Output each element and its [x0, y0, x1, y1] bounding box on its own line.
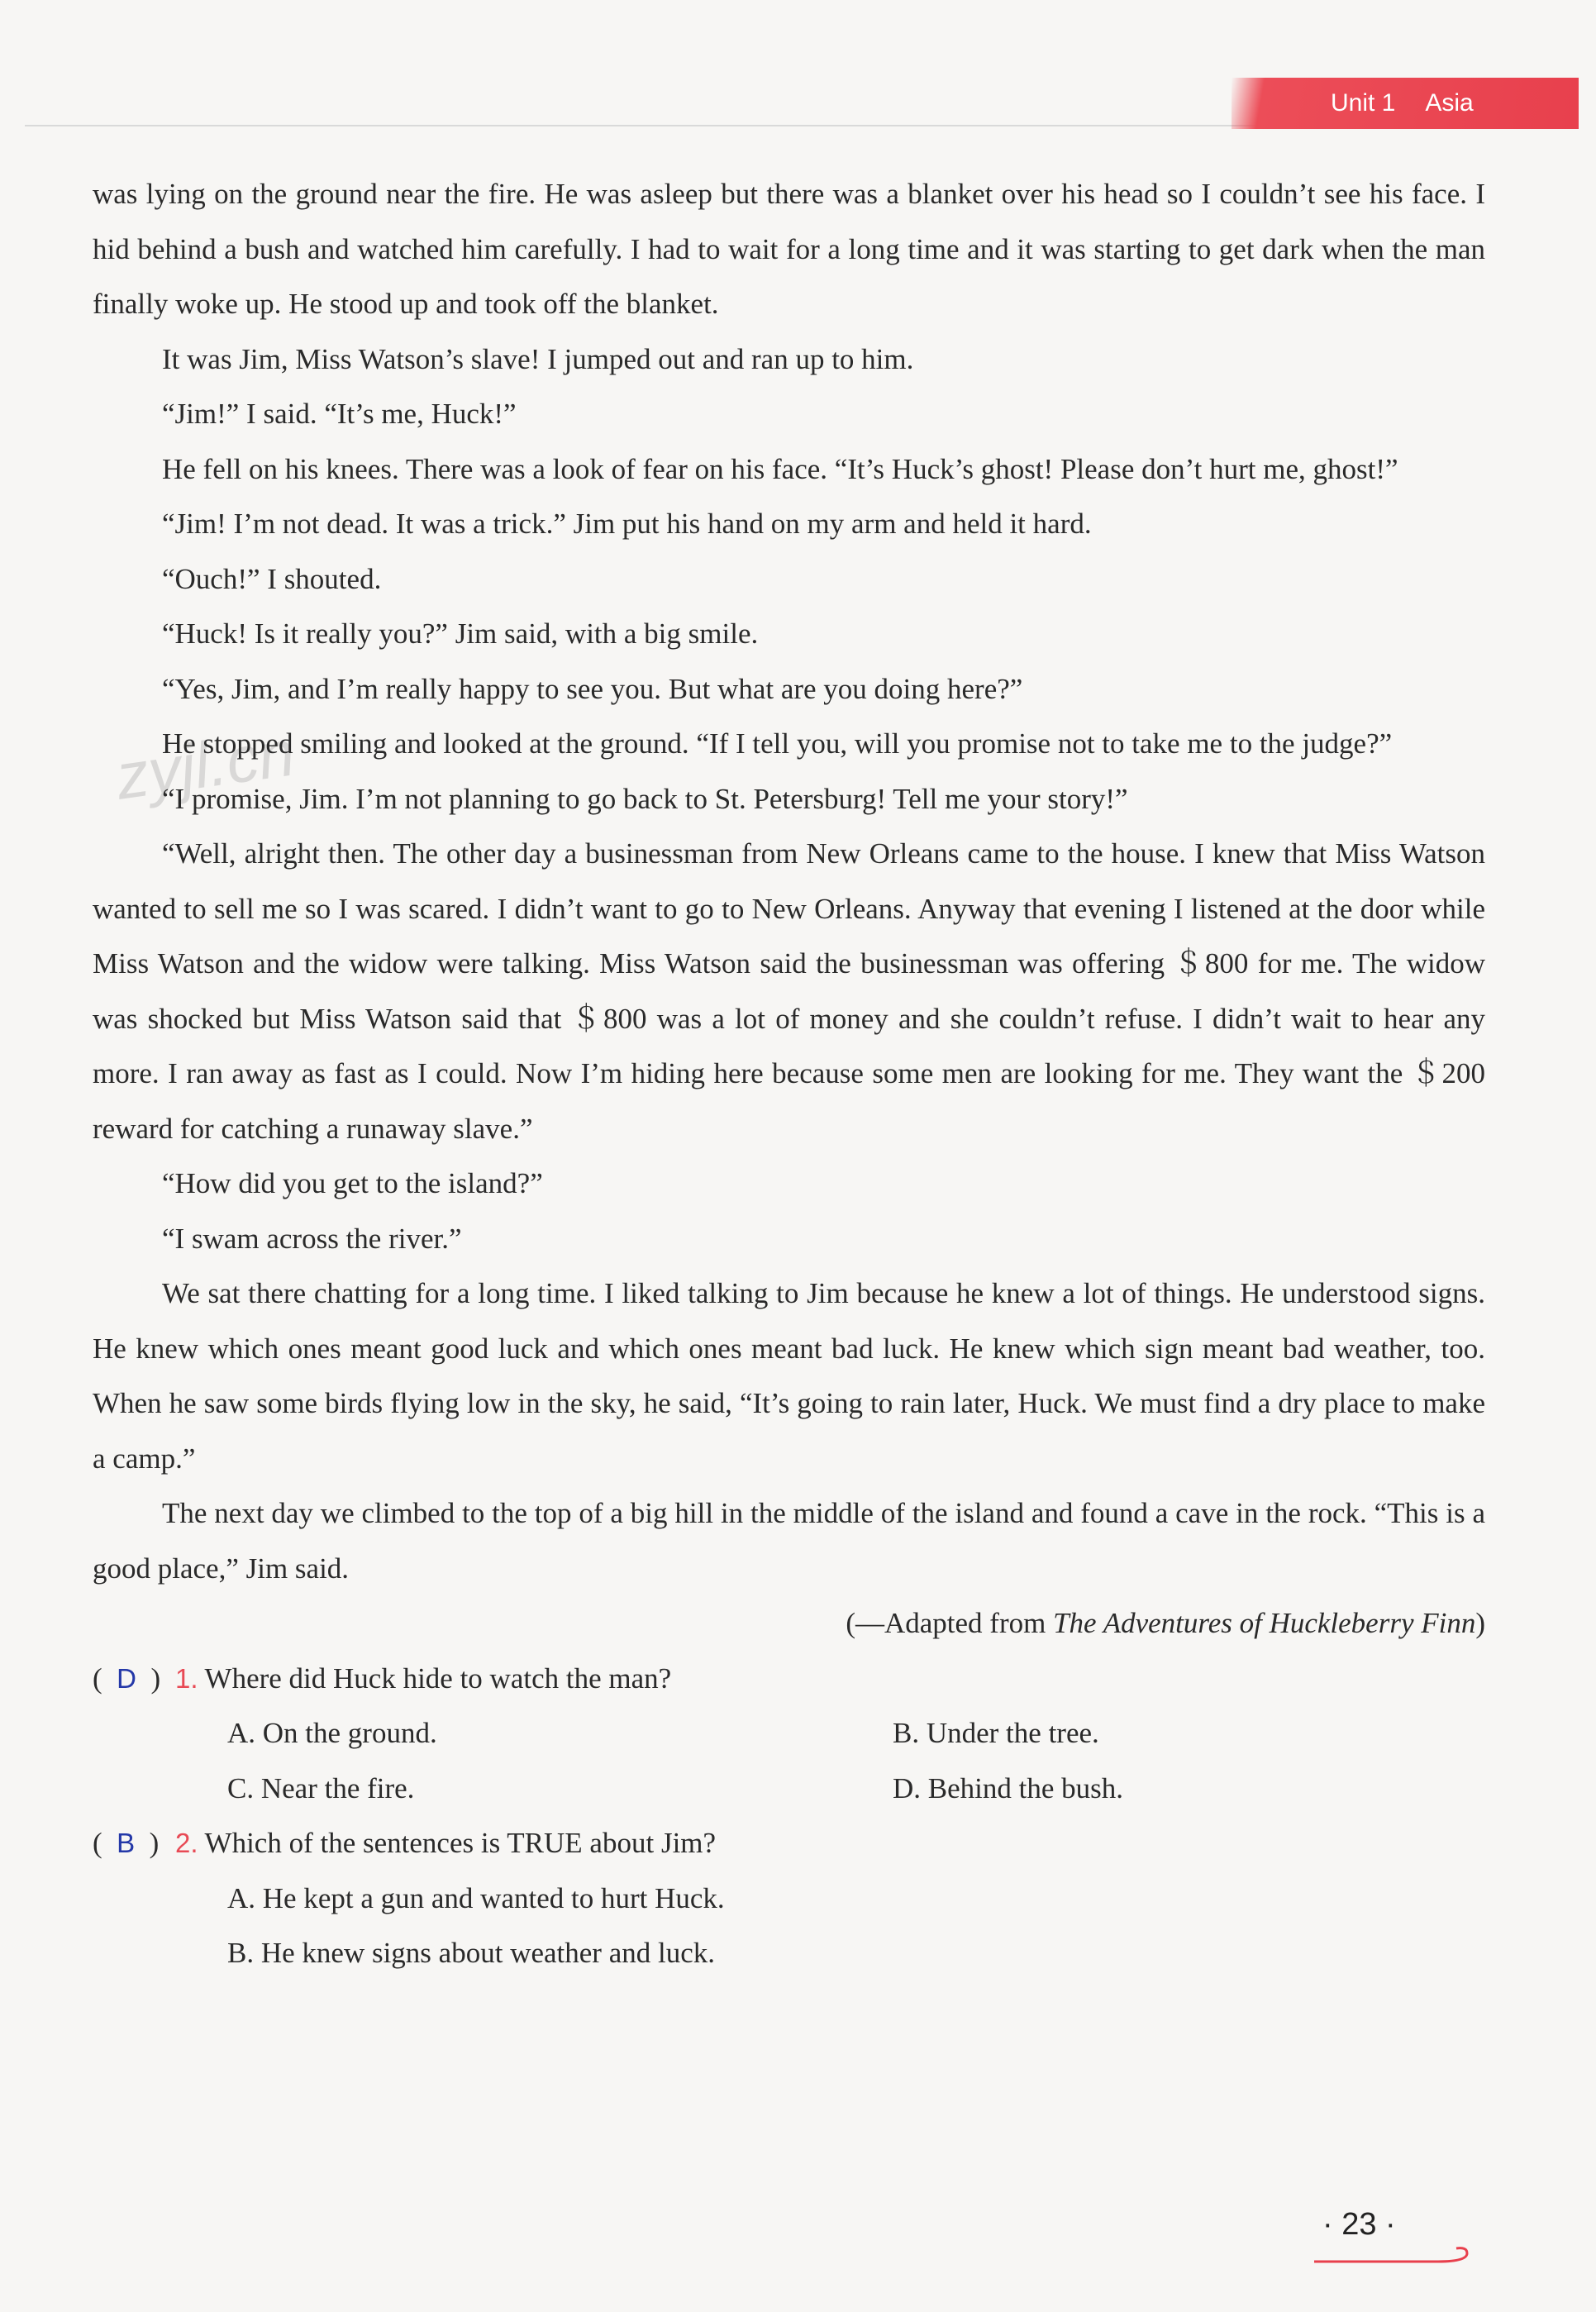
- answer-bracket: [93, 1652, 175, 1707]
- bracket-close: ): [135, 1827, 160, 1859]
- source-citation: [93, 1596, 1485, 1652]
- answer-bracket: [93, 1816, 175, 1871]
- passage-paragraph: “Jim! I’m not dead. It was a trick.” Jim put his hand on my arm and held it hard.: [162, 508, 1092, 540]
- question-number: 1.: [175, 1662, 198, 1694]
- passage-paragraph: We sat there chatting for a long time. I liked talking to Jim because he knew a lot of things. He understood signs. He knew which ones meant good luck and which ones meant bad luck. He knew which sign meant bad weather, too. When he saw some birds flying low in the sky, he said, “It’s going to rain later, Huck. We must find a dry place to make a camp.”: [93, 1277, 1485, 1475]
- option: A. On the ground.: [227, 1717, 437, 1749]
- unit-topic: Asia: [1425, 89, 1474, 117]
- passage-paragraph: He stopped smiling and looked at the ground. “If I tell you, will you promise not to take me to the judge?”: [162, 727, 1393, 760]
- question-1: [93, 1652, 1485, 1707]
- passage-paragraph: “Well, alright then. The other day a businessman from New Orleans came to the house. I knew that Miss Watson wanted to sell me so I was scared. I didn’t want to go to New Orleans. Anyway that evening I listened at the door while Miss Watson and the widow were talking. Miss Watson said the businessman was offering ＄800 for me. The widow was shocked but Miss Watson said that ＄800 was a lot of money and she couldn’t refuse. I didn’t wait to hear any more. I ran away as fast as I could. Now I’m hiding here because some men are looking for me. They want the ＄200 reward for catching a runaway slave.”: [93, 837, 1485, 1145]
- question-1-options: [93, 1706, 1485, 1816]
- source-title: The Adventures of Huckleberry Finn: [1053, 1607, 1476, 1639]
- option: B. Under the tree.: [893, 1717, 1099, 1749]
- bracket-open: (: [93, 1827, 117, 1859]
- passage-paragraph: “Huck! Is it really you?” Jim said, with a big smile.: [162, 617, 759, 650]
- option: B. He knew signs about weather and luck.: [227, 1937, 715, 1969]
- question-2: [93, 1816, 1485, 1871]
- bracket-close: ): [136, 1661, 161, 1695]
- passage-paragraph: “I swam across the river.”: [162, 1222, 462, 1255]
- unit-label: Unit 1: [1331, 89, 1396, 117]
- page-body: [93, 167, 1485, 1981]
- question-text: Where did Huck hide to watch the man?: [204, 1661, 672, 1695]
- unit-tab: [1232, 78, 1579, 129]
- passage-paragraph: “Yes, Jim, and I’m really happy to see you. But what are you doing here?”: [162, 672, 1023, 705]
- answer-letter: D: [117, 1662, 136, 1694]
- question-text: Which of the sentences is TRUE about Jim?: [204, 1827, 717, 1859]
- passage-paragraph: “Jim!” I said. “It’s me, Huck!”: [162, 398, 517, 430]
- passage-paragraph: He fell on his knees. There was a look of fear on his face. “It’s Huck’s ghost! Please don’t hurt me, ghost!”: [162, 452, 1398, 485]
- question-number: 2.: [175, 1828, 198, 1858]
- passage-paragraph: It was Jim, Miss Watson’s slave! I jumped out and ran up to him.: [162, 342, 914, 375]
- page-number-swoosh-icon: [1314, 2245, 1479, 2270]
- option: A. He kept a gun and wanted to hurt Huck.: [227, 1881, 725, 1914]
- option: C. Near the fire.: [227, 1771, 415, 1804]
- passage-paragraph: “How did you get to the island?”: [162, 1167, 543, 1199]
- bracket-open: (: [93, 1661, 117, 1695]
- passage-paragraph: The next day we climbed to the top of a big hill in the middle of the island and found a cave in the rock. “This is a good place,” Jim said.: [93, 1497, 1485, 1585]
- passage-paragraph: “Ouch!” I shouted.: [162, 562, 382, 595]
- source-prefix: (—Adapted from: [846, 1607, 1054, 1639]
- source-suffix: ): [1475, 1607, 1485, 1639]
- answer-letter: B: [117, 1828, 136, 1858]
- option: D. Behind the bush.: [893, 1771, 1124, 1804]
- passage-paragraph: was lying on the ground near the fire. He was asleep but there was a blanket over his head so I couldn’t see his face. I hid behind a bush and watched him carefully. I had to wait for a long time and it was starting to get dark when the man finally woke up. He stood up and took off the blanket.: [93, 178, 1485, 320]
- passage-paragraph: “I promise, Jim. I’m not planning to go back to St. Petersburg! Tell me your story!”: [162, 782, 1128, 815]
- page-number: · 23 ·: [1322, 2207, 1396, 2242]
- watermark: zyjl.cn: [111, 716, 299, 813]
